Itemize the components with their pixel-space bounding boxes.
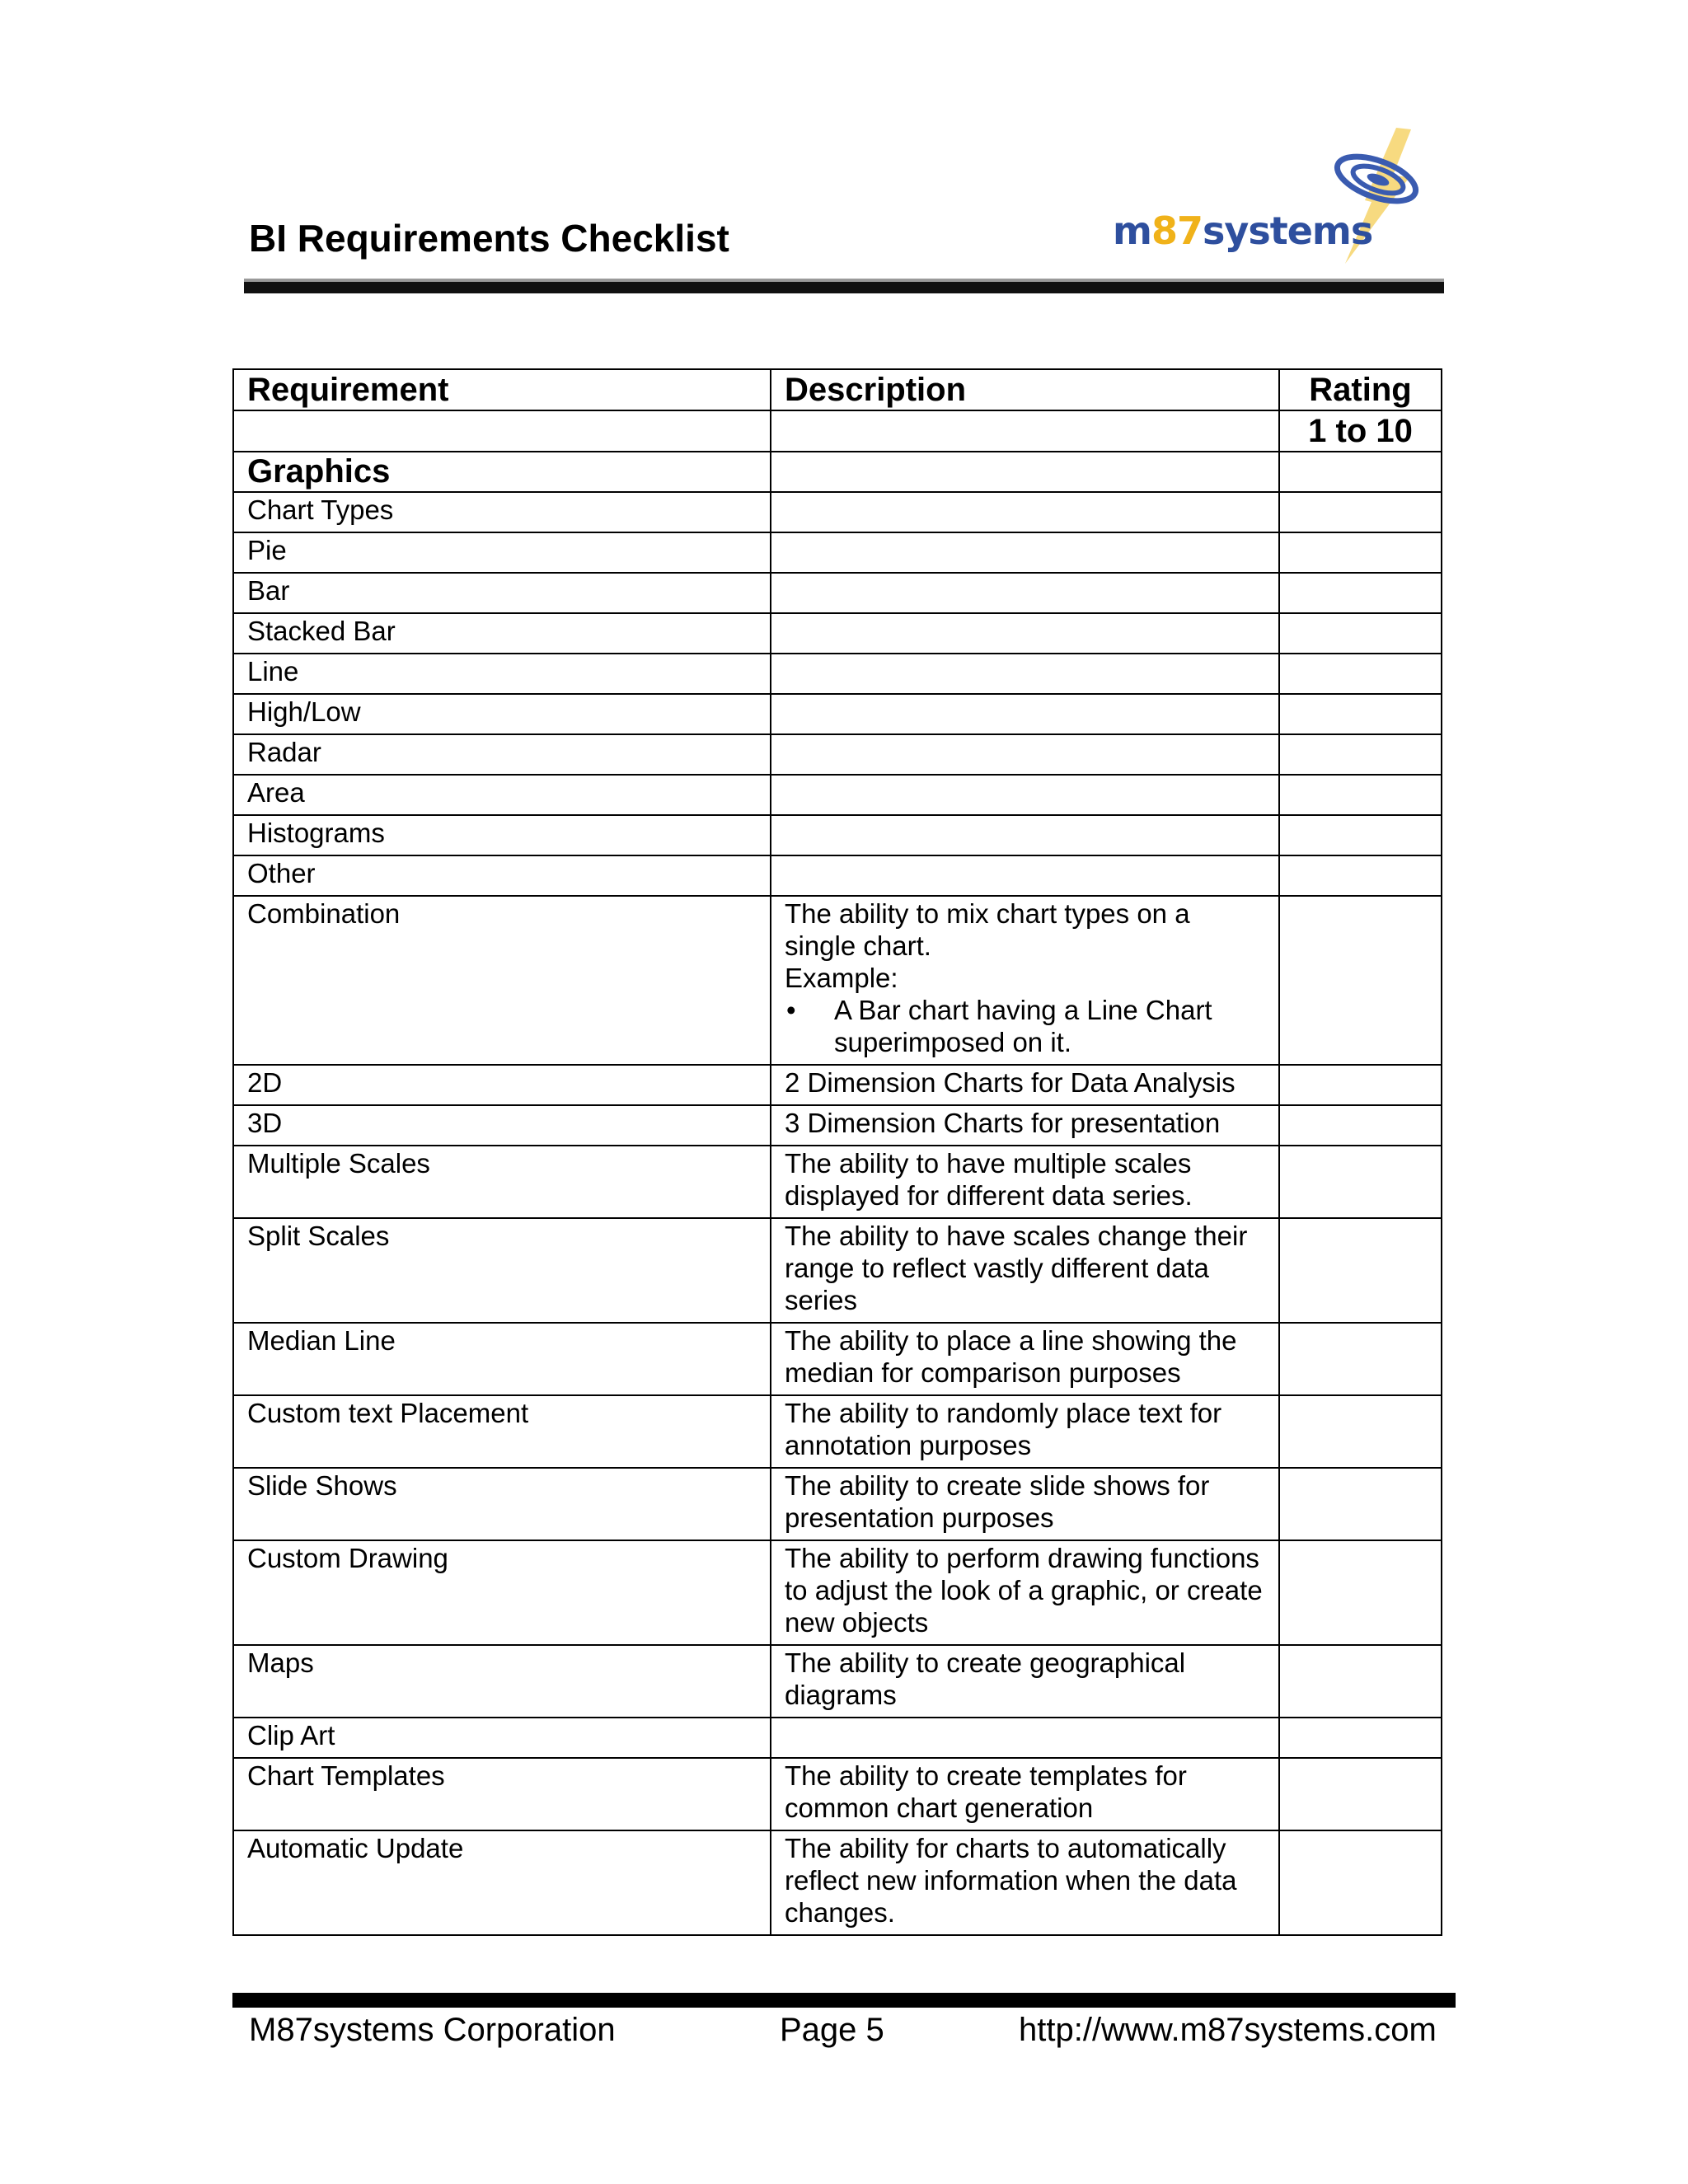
table-row [233,573,1442,613]
header-divider [244,279,1444,293]
requirement-cell: 2D [233,1065,771,1105]
description-cell: The ability to perform drawing functions to adjust the look of a graphic, or create new objects [771,1540,1279,1645]
description-cell: The ability to randomly place text for annotation purposes [771,1395,1279,1468]
requirement-cell: Custom Drawing [233,1540,771,1645]
table-row [233,654,1442,694]
table-row [233,896,1442,1065]
footer-divider [232,1993,1456,2008]
rating-cell[interactable] [1279,492,1442,532]
table-row [233,1758,1442,1830]
requirement-cell: Chart Types [233,492,771,532]
rating-cell[interactable] [1279,654,1442,694]
requirement-cell: Clip Art [233,1718,771,1758]
table-row [233,1395,1442,1468]
requirement-cell: Chart Templates [233,1758,771,1830]
rating-cell[interactable] [1279,815,1442,855]
rating-cell[interactable] [1279,1718,1442,1758]
section-title: Graphics [233,452,771,492]
rating-cell[interactable] [1279,855,1442,896]
rating-cell[interactable] [1279,1758,1442,1830]
description-cell: The ability to place a line showing the median for comparison purposes [771,1323,1279,1395]
table-header-row [233,369,1442,410]
example-list [785,994,1265,1058]
description-cell: The ability to create geographical diagrams [771,1645,1279,1718]
rating-cell[interactable] [1279,1645,1442,1718]
table-row [233,1830,1442,1935]
description-cell: The ability to have multiple scales displayed for different data series. [771,1146,1279,1218]
requirement-cell: Line [233,654,771,694]
requirement-cell: Histograms [233,815,771,855]
rating-cell[interactable] [1279,613,1442,654]
table-row [233,1540,1442,1645]
rating-cell[interactable] [1279,1065,1442,1105]
rating-cell[interactable] [1279,1540,1442,1645]
description-cell: The ability to create templates for common chart generation [771,1758,1279,1830]
table-row [233,1218,1442,1323]
footer-company: M87systems Corporation [249,2012,616,2048]
requirement-cell: Radar [233,734,771,775]
requirement-cell: Multiple Scales [233,1146,771,1218]
footer-page-number: Page 5 [780,2012,884,2048]
column-header-rating: Rating [1279,369,1442,410]
description-cell [771,1718,1279,1758]
column-header-description: Description [771,369,1279,410]
rating-cell[interactable] [1279,1146,1442,1218]
description-cell: The ability for charts to automatically reflect new information when the data changes. [771,1830,1279,1935]
rating-cell[interactable] [1279,896,1442,1065]
document-title: BI Requirements Checklist [249,217,729,260]
rating-cell[interactable] [1279,775,1442,815]
table-row [233,815,1442,855]
table-row [233,492,1442,532]
requirements-table [232,368,1442,1936]
requirement-cell: Pie [233,532,771,573]
requirement-cell: Automatic Update [233,1830,771,1935]
description-cell: The ability to have scales change their range to reflect vastly different data series [771,1218,1279,1323]
requirement-cell: Median Line [233,1323,771,1395]
rating-cell[interactable] [1279,1105,1442,1146]
rating-cell[interactable] [1279,1323,1442,1395]
rating-scale-row [233,410,1442,452]
description-text: The ability to mix chart types on a single chart. [785,898,1190,961]
table-row [233,1105,1442,1146]
table-row [233,1468,1442,1540]
company-logo [1113,128,1434,264]
rating-cell[interactable] [1279,694,1442,734]
list-item: • A Bar chart having a Line Chart superimposed on it. [834,994,1265,1058]
table-row [233,1645,1442,1718]
table-row [233,613,1442,654]
table-row [233,532,1442,573]
table-row [233,1323,1442,1395]
logo-wordmark: m87systems [1113,209,1373,253]
requirement-cell: High/Low [233,694,771,734]
rating-cell[interactable] [1279,1830,1442,1935]
description-cell: 2 Dimension Charts for Data Analysis [771,1065,1279,1105]
rating-cell[interactable] [1279,1468,1442,1540]
description-cell [771,896,1279,1065]
rating-cell[interactable] [1279,1218,1442,1323]
requirement-cell: Bar [233,573,771,613]
section-row [233,452,1442,492]
requirement-cell: Maps [233,1645,771,1718]
requirement-cell: Other [233,855,771,896]
table-row [233,855,1442,896]
description-cell: 3 Dimension Charts for presentation [771,1105,1279,1146]
requirement-cell: Combination [233,896,771,1065]
rating-cell[interactable] [1279,573,1442,613]
rating-cell[interactable] [1279,532,1442,573]
table-row [233,734,1442,775]
requirement-cell: Stacked Bar [233,613,771,654]
footer-url[interactable]: http://www.m87systems.com [1019,2012,1437,2048]
description-example-label: Example: [785,963,898,993]
table-row [233,1146,1442,1218]
rating-cell[interactable] [1279,1395,1442,1468]
requirement-cell: 3D [233,1105,771,1146]
requirement-cell: Custom text Placement [233,1395,771,1468]
table-row [233,1718,1442,1758]
table-row [233,1065,1442,1105]
column-header-requirement: Requirement [233,369,771,410]
table-row [233,775,1442,815]
description-cell: The ability to create slide shows for presentation purposes [771,1468,1279,1540]
rating-cell[interactable] [1279,734,1442,775]
requirement-cell: Area [233,775,771,815]
requirement-cell: Slide Shows [233,1468,771,1540]
table-row [233,694,1442,734]
rating-scale: 1 to 10 [1279,410,1442,452]
requirement-cell: Split Scales [233,1218,771,1323]
